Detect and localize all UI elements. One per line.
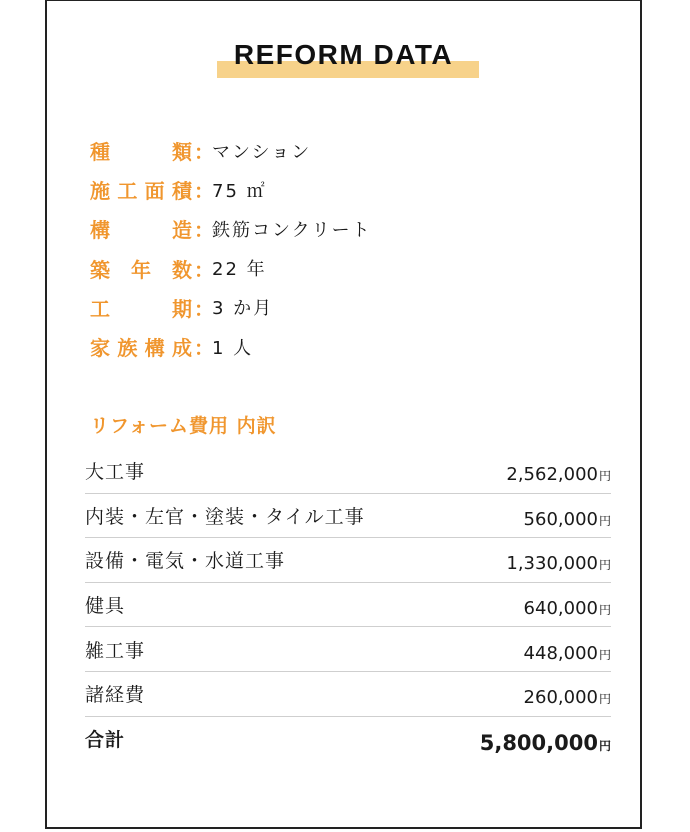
spec-colon: ：: [194, 296, 214, 321]
spec-label-char: 造: [172, 218, 192, 243]
spec-label-char: 種: [90, 140, 110, 165]
spec-label-char: 構: [144, 336, 165, 361]
spec-value-family: 1 人: [212, 337, 254, 359]
yen-unit: 円: [598, 469, 611, 484]
spec-label-char: 構: [90, 218, 110, 243]
spec-label-char: 築: [90, 257, 110, 282]
cost-name: 設備・電気・水道工事: [85, 550, 286, 573]
spec-value-period: 3 か月: [212, 298, 274, 320]
spec-value-age: 22 年: [212, 259, 267, 281]
spec-label-char: 施: [90, 179, 110, 204]
spec-colon: ：: [194, 336, 214, 361]
cost-section-title: リフォーム費用 内訳: [90, 415, 277, 437]
page-title: REFORM DATA: [233, 39, 454, 70]
cost-name: 諸経費: [85, 684, 146, 707]
spec-value-structure: 鉄筋コンクリート: [212, 219, 372, 241]
spec-label-char: 工: [90, 296, 110, 321]
yen-unit: 円: [598, 738, 611, 753]
spec-list: [90, 131, 372, 366]
spec-row-type: [90, 131, 372, 170]
spec-label-char: 積: [171, 179, 192, 204]
yen-unit: 円: [598, 513, 611, 528]
total-label: 合計: [85, 729, 126, 752]
table-row: [85, 449, 611, 494]
spec-label-char: 家: [90, 336, 110, 361]
spec-row-family: [90, 327, 372, 366]
spec-colon: ：: [194, 140, 214, 165]
spec-row-structure: [90, 209, 372, 248]
cost-name: 内装・左官・塗装・タイル工事: [85, 505, 365, 528]
spec-label-char: 成: [171, 336, 192, 361]
cost-amount: 560,000: [523, 508, 598, 530]
spec-value-area: 75 ㎡: [212, 180, 267, 202]
cost-amount: 260,000: [523, 687, 598, 709]
spec-colon: ：: [194, 218, 214, 243]
spec-colon: ：: [194, 179, 214, 204]
spec-label-char: 期: [172, 296, 192, 321]
spec-row-age: [90, 249, 372, 288]
table-row: [85, 672, 611, 717]
cost-amount: 2,562,000: [506, 464, 598, 486]
spec-value-type: マンション: [212, 141, 312, 163]
cost-table: [85, 449, 611, 761]
spec-label-char: 工: [117, 179, 138, 204]
spec-row-period: [90, 288, 372, 327]
total-row: [85, 717, 611, 762]
cost-name: 雑工事: [85, 639, 146, 662]
yen-unit: 円: [598, 558, 611, 573]
cost-amount: 448,000: [523, 642, 598, 664]
table-row: [85, 627, 611, 672]
spec-label-char: 類: [172, 140, 192, 165]
spec-label-char: 族: [117, 336, 138, 361]
reform-data-card: [45, 0, 642, 829]
total-amount: 5,800,000: [479, 730, 598, 755]
spec-label-char: 面: [144, 179, 165, 204]
cost-amount: 640,000: [523, 598, 598, 620]
table-row: [85, 538, 611, 583]
yen-unit: 円: [598, 603, 611, 618]
cost-name: 大工事: [85, 461, 146, 484]
spec-label-char: 年: [131, 257, 151, 282]
cost-name: 健具: [85, 595, 126, 618]
yen-unit: 円: [598, 647, 611, 662]
yen-unit: 円: [598, 692, 611, 707]
table-row: [85, 583, 611, 628]
table-row: [85, 494, 611, 539]
spec-row-area: [90, 170, 372, 209]
spec-label-char: 数: [172, 257, 192, 282]
spec-colon: ：: [194, 257, 214, 282]
cost-amount: 1,330,000: [506, 553, 598, 575]
